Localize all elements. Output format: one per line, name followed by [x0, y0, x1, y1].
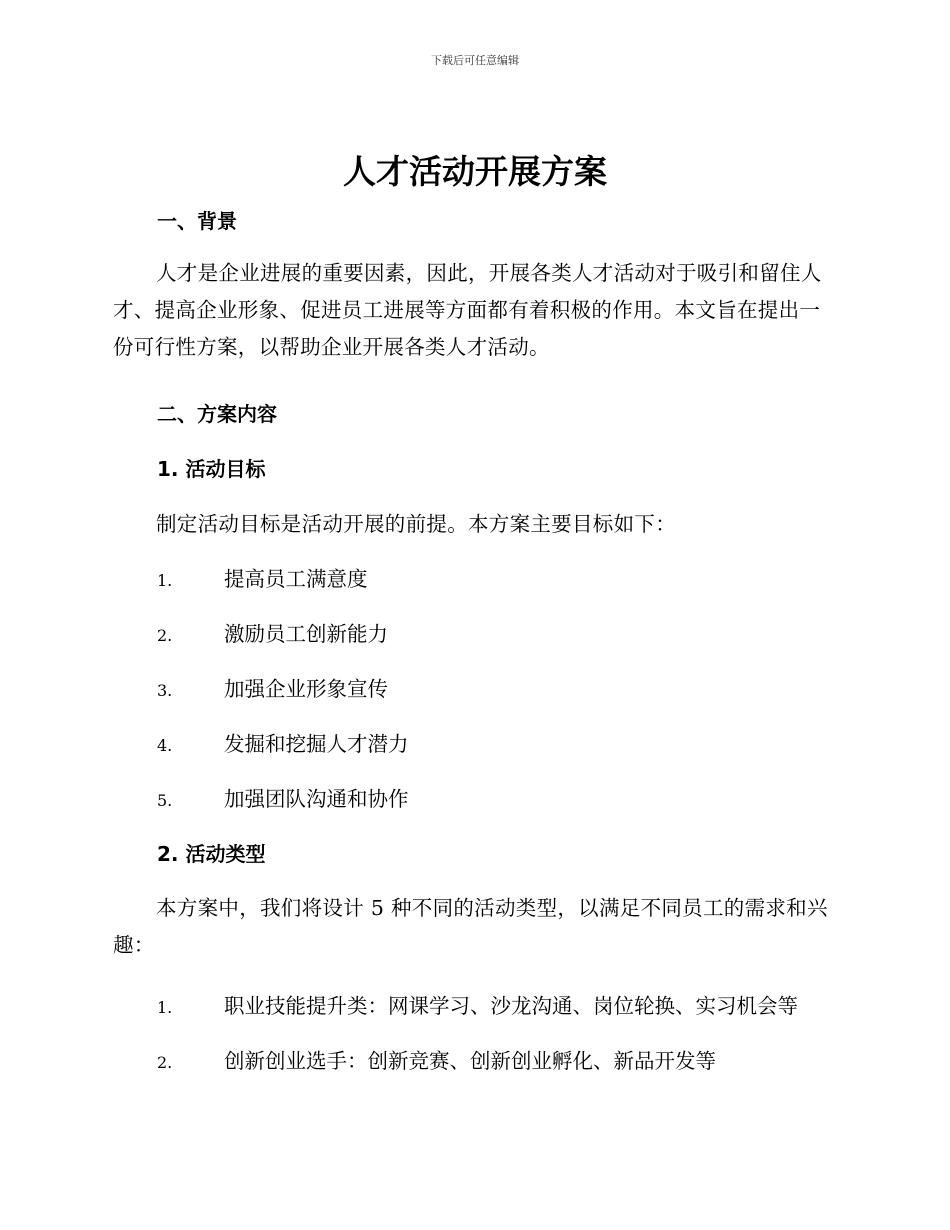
list-item-number: 2. [157, 626, 173, 645]
list-item [157, 1047, 847, 1077]
list-item-text: 加强企业形象宣传 [224, 677, 388, 701]
background-paragraph: 人才是企业进展的重要因素，因此，开展各类人才活动对于吸引和留住人才、提高企业形象、促进员工进展等方面都有着积极的作用。本文旨在提出一份可行性方案，以帮助企业开展各类人才活动。 [113, 261, 822, 359]
types-intro-paragraph: 本方案中，我们将设计 5 种不同的活动类型，以满足不同员工的需求和兴趣： [113, 896, 828, 957]
section-heading-plan-content: 二、方案内容 [157, 402, 277, 426]
list-item [157, 785, 847, 815]
list-item [157, 620, 847, 650]
list-item [157, 992, 847, 1022]
list-item-text: 创新创业选手：创新竞赛、创新创业孵化、新品开发等 [224, 1049, 716, 1073]
goals-intro-paragraph: 制定活动目标是活动开展的前提。本方案主要目标如下： [156, 512, 676, 536]
list-item [157, 565, 847, 595]
list-item-number: 4. [157, 736, 173, 755]
page-header: 下载后可任意编辑 [431, 54, 519, 67]
subheading-activity-types: 2. 活动类型 [157, 842, 266, 866]
list-item-number: 5. [157, 791, 173, 810]
list-item-text: 职业技能提升类：网课学习、沙龙沟通、岗位轮换、实习机会等 [224, 994, 798, 1018]
list-item-number: 2. [157, 1053, 173, 1072]
list-item-text: 提高员工满意度 [224, 567, 368, 591]
list-item [157, 675, 847, 705]
list-item-number: 1. [157, 998, 173, 1017]
list-item-number: 1. [157, 571, 173, 590]
list-item-text: 激励员工创新能力 [224, 622, 388, 646]
list-item-number: 3. [157, 681, 173, 700]
section-heading-background: 一、背景 [157, 209, 237, 233]
subheading-activity-goals: 1. 活动目标 [157, 457, 266, 481]
list-item-text: 加强团队沟通和协作 [224, 787, 409, 811]
list-item-text: 发掘和挖掘人才潜力 [224, 732, 409, 756]
list-item [157, 730, 847, 760]
document-title: 人才活动开展方案 [343, 152, 607, 191]
